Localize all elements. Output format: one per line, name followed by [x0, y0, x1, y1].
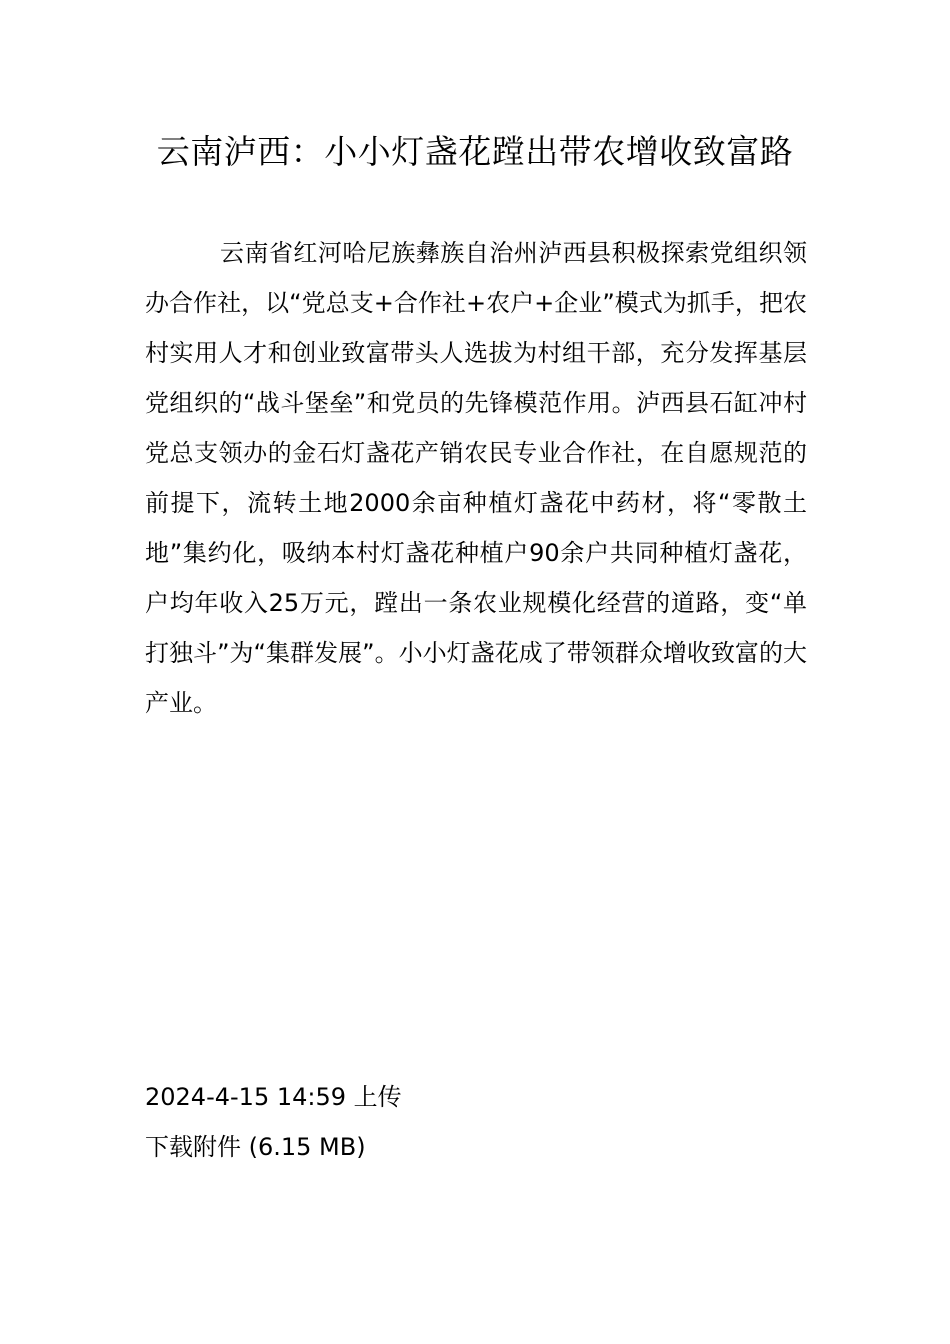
download-attachment-link[interactable]: 下载附件 (6.15 MB): [145, 1133, 366, 1161]
upload-timestamp: 2024-4-15 14:59 上传: [145, 1083, 402, 1111]
article-title: 云南泸西：小小灯盏花蹚出带农增收致富路: [156, 132, 794, 171]
article-body: 云南省红河哈尼族彝族自治州泸西县积极探索党组织领办合作社，以“党总支+合作社+农户+企业”模式为抓手，把农村实用人才和创业致富带头人选拔为村组干部，充分发挥基层党组织的“战斗堡垒”和党员的先锋模范作用。泸西县石缸冲村党总支领办的金石灯盏花产销农民专业合作社，在自愿规范的前提下，流转土地2000余亩种植灯盏花中药材，将“零散土地”集约化，吸纳本村灯盏花种植户90余户共同种植灯盏花，户均年收入25万元，蹚出一条农业规模化经营的道路，变“单打独斗”为“集群发展”。小小灯盏花成了带领群众增收致富的大产业。: [145, 239, 807, 717]
